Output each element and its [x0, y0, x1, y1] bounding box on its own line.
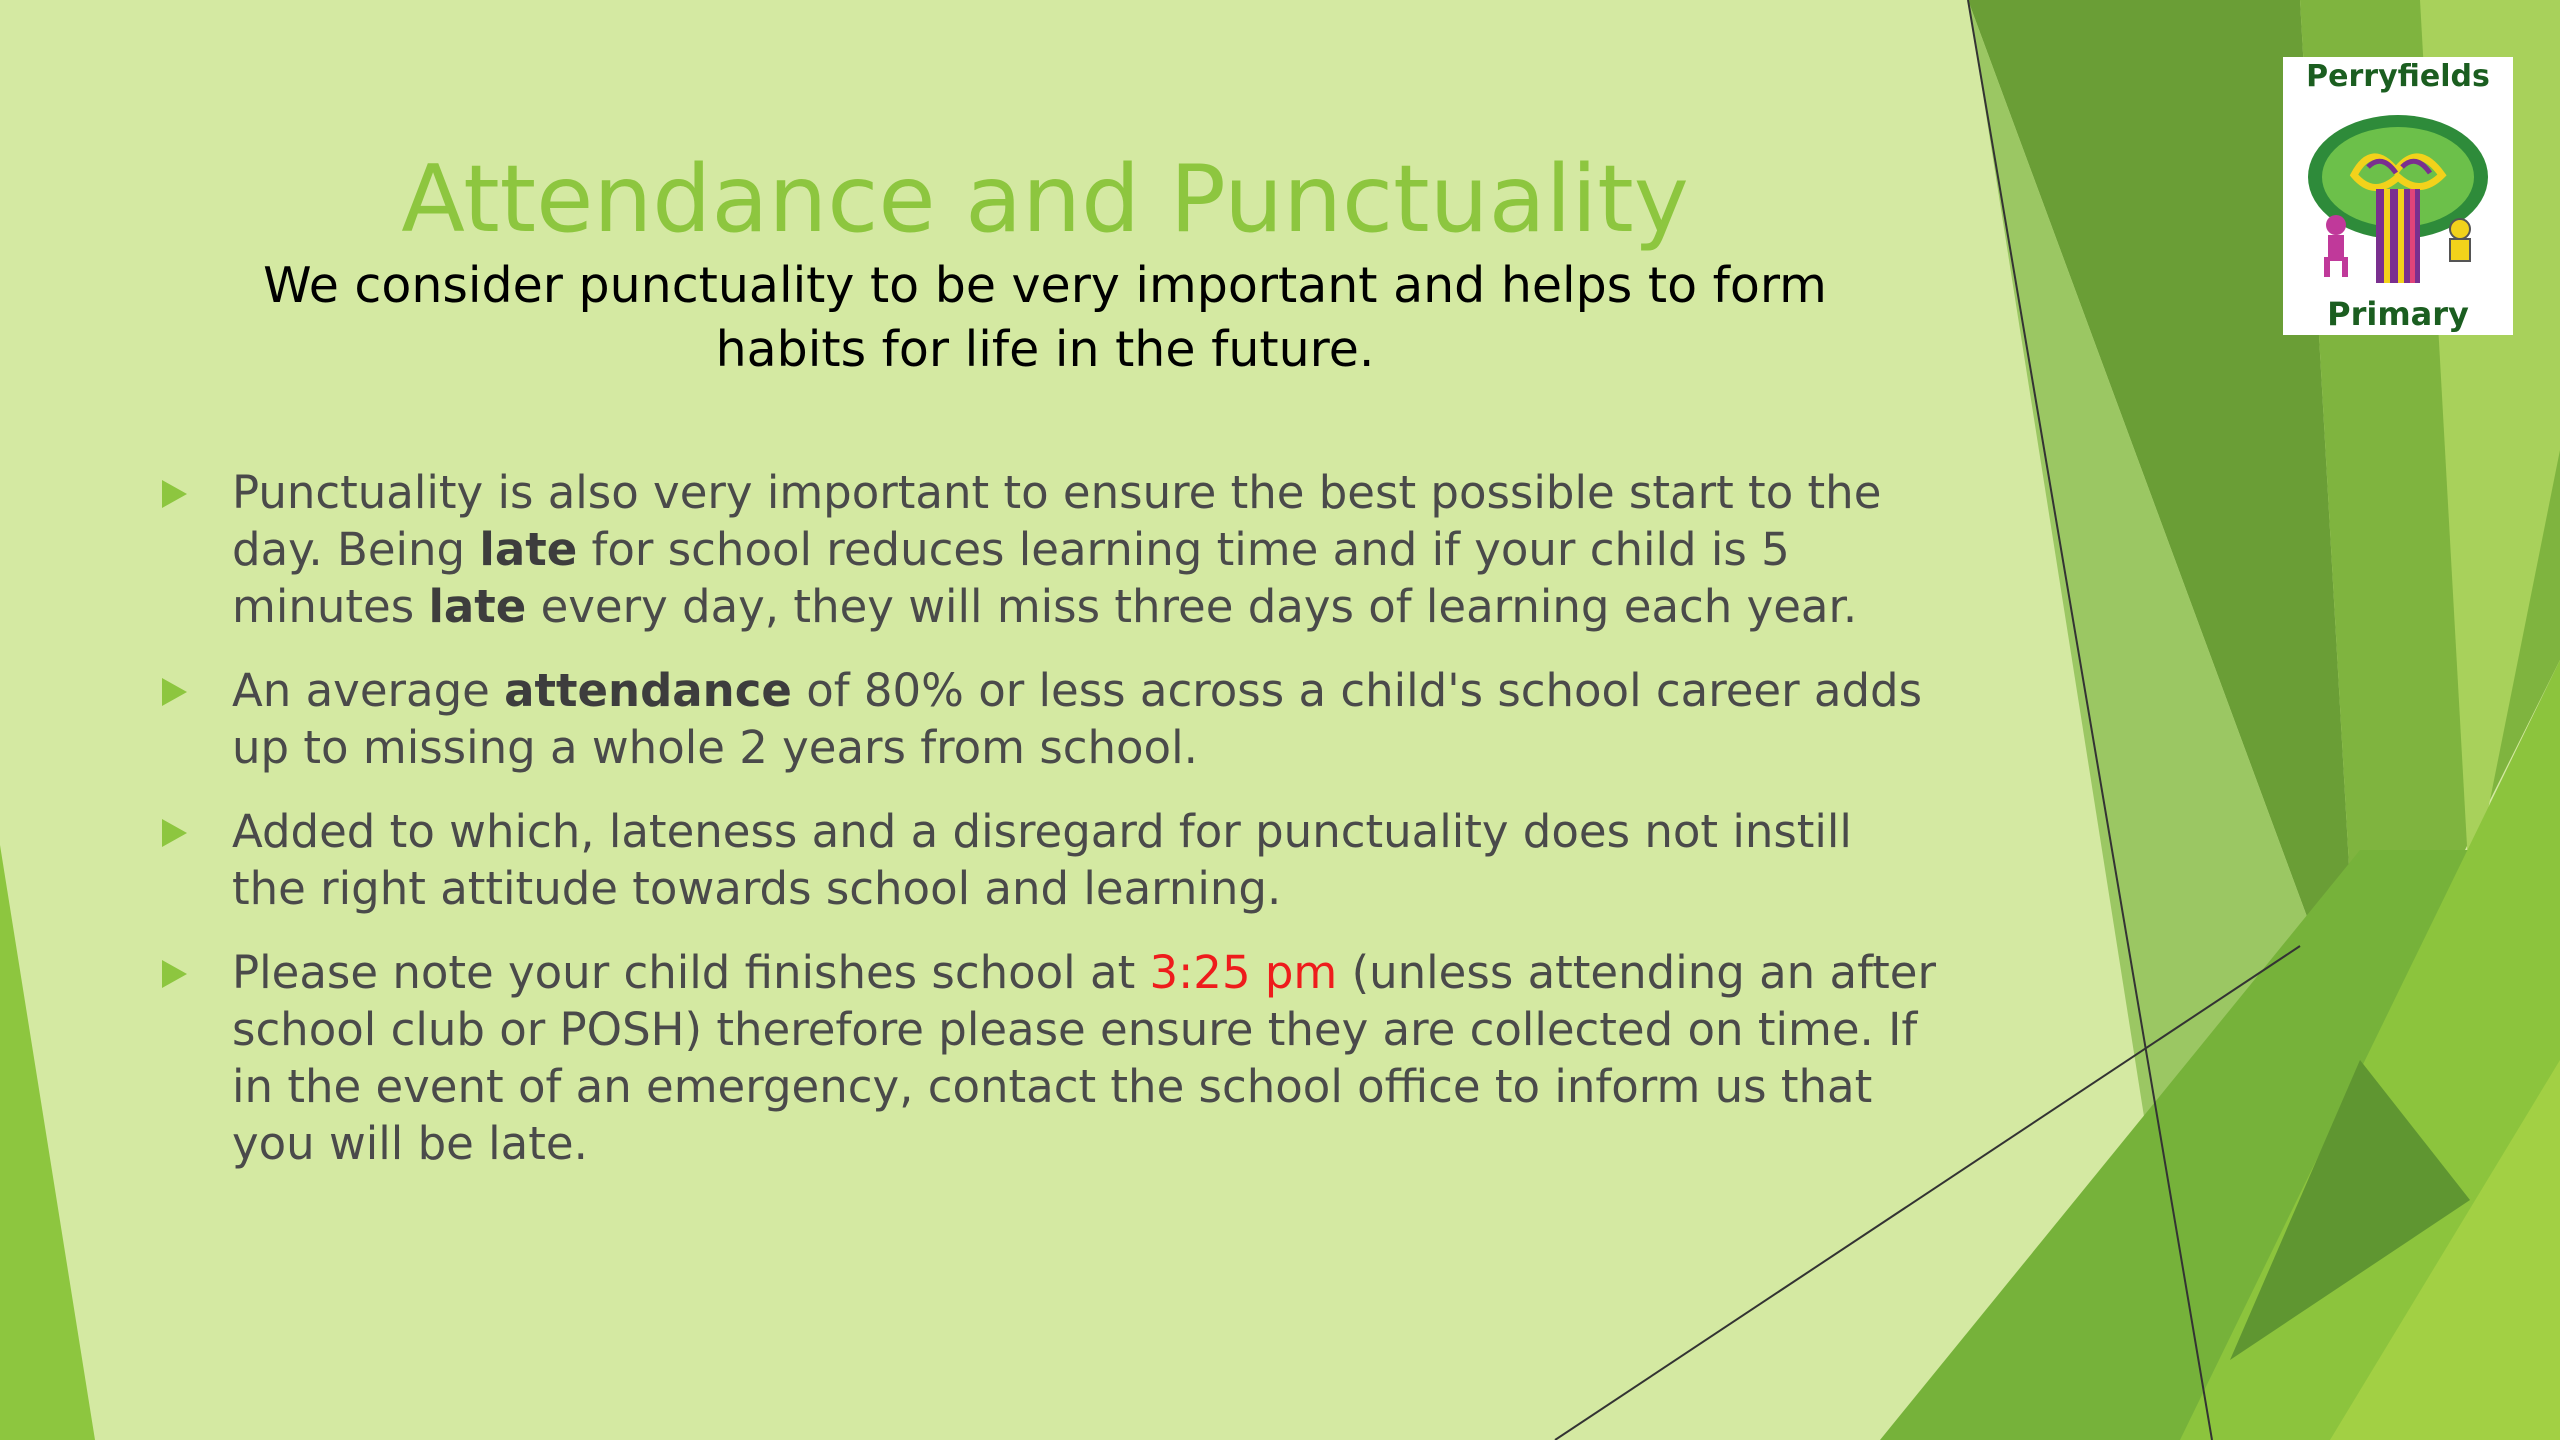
left-facet: [0, 845, 95, 1440]
triangle-right-icon: [162, 819, 187, 847]
logo-bottom-text: Primary: [2327, 295, 2469, 333]
bullet-item-finish-time: [160, 944, 1940, 1172]
bullet-item-punctuality: [160, 464, 1940, 635]
bullet-text: (unless attending an after school club or POSH) therefore please ensure they are collected on time. If in the event of an emergency, contact the school office to inform us that you will be late.: [232, 946, 1936, 1170]
bold-late: late: [428, 580, 527, 633]
triangle-right-icon: [162, 678, 187, 706]
triangle-right-icon: [162, 480, 187, 508]
logo-top-text: Perryfields: [2306, 59, 2490, 94]
bold-attendance: attendance: [504, 664, 792, 717]
slide-title: Attendance and Punctuality: [401, 145, 1689, 253]
triangle-right-icon: [162, 960, 187, 988]
bullet-text: An average: [232, 664, 505, 717]
slide-subtitle: We consider punctuality to be very important and helps to form habits for life in the future.: [263, 257, 1827, 378]
bullet-text: for school reduces learning time and if your child is 5 minutes: [232, 523, 1790, 633]
bullet-list: [160, 464, 1940, 1199]
school-logo: [2283, 57, 2513, 335]
bullet-text: Punctuality is also very important to ensure the best possible start to the day. Being: [232, 466, 1882, 576]
bullet-text: every day, they will miss three days of learning each year.: [526, 580, 1858, 633]
bullet-text: Added to which, lateness and a disregard for punctuality does not instill the right attitude towards school and learning.: [232, 805, 1852, 915]
bullet-text: Please note your child finishes school at: [232, 946, 1150, 999]
bullet-text: of 80% or less across a child's school career adds up to missing a whole 2 years from school.: [232, 664, 1923, 774]
bold-late: late: [479, 523, 578, 576]
bullet-item-attendance: [160, 662, 1940, 776]
tree-icon: [2298, 97, 2498, 293]
finish-time: 3:25 pm: [1149, 946, 1338, 999]
bullet-item-lateness: [160, 803, 1940, 917]
